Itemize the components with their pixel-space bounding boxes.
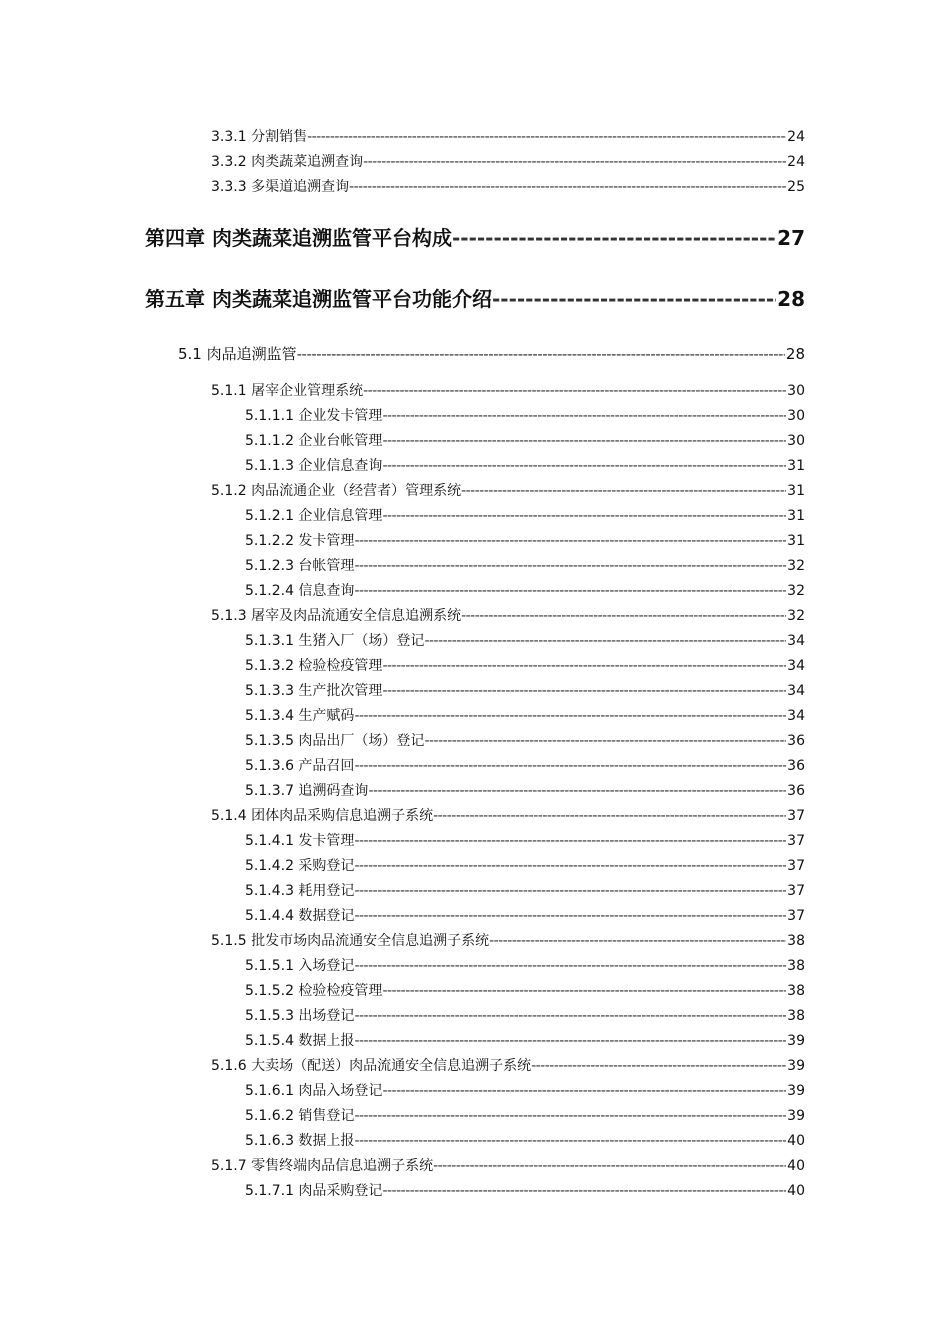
toc-section-entry[interactable] bbox=[178, 344, 805, 364]
toc-entry-title: 5.1 肉品追溯监管 bbox=[178, 345, 297, 363]
toc-entry[interactable] bbox=[245, 982, 805, 1001]
toc-entry-page: 24 bbox=[787, 154, 805, 170]
dot-leader bbox=[461, 607, 786, 626]
toc-entry[interactable] bbox=[245, 1107, 805, 1126]
toc-entry-title: 5.1.5.3 出场登记 bbox=[245, 1008, 355, 1024]
toc-entry-page: 31 bbox=[787, 483, 805, 499]
dot-leader bbox=[354, 557, 786, 576]
toc-entry-page: 37 bbox=[787, 858, 805, 874]
toc-entry-page: 28 bbox=[777, 287, 805, 311]
toc-entry[interactable] bbox=[245, 857, 805, 876]
dot-leader bbox=[382, 432, 786, 451]
dot-leader bbox=[489, 932, 786, 951]
dot-leader bbox=[349, 178, 786, 197]
dot-leader bbox=[354, 1007, 786, 1026]
toc-entry-page: 36 bbox=[787, 783, 805, 799]
dot-leader bbox=[382, 507, 786, 526]
dot-leader bbox=[433, 1157, 786, 1176]
toc-entry-page: 37 bbox=[787, 833, 805, 849]
toc-entry[interactable] bbox=[245, 507, 805, 526]
toc-entry-page: 24 bbox=[787, 129, 805, 145]
toc-entry-page: 37 bbox=[787, 908, 805, 924]
dot-leader bbox=[531, 1057, 786, 1076]
toc-entry[interactable] bbox=[211, 153, 805, 172]
dot-leader bbox=[297, 344, 785, 364]
toc-entry-title: 5.1.1.3 企业信息查询 bbox=[245, 458, 383, 474]
toc-entry-title: 5.1.5.1 入场登记 bbox=[245, 958, 355, 974]
toc-entry[interactable] bbox=[211, 932, 805, 951]
toc-entry[interactable] bbox=[211, 807, 805, 826]
toc-entry-page: 38 bbox=[787, 1008, 805, 1024]
dot-leader bbox=[354, 957, 786, 976]
dot-leader bbox=[492, 286, 776, 312]
toc-entry[interactable] bbox=[245, 832, 805, 851]
dot-leader bbox=[307, 128, 786, 147]
dot-leader bbox=[363, 153, 786, 172]
toc-entry[interactable] bbox=[245, 582, 805, 601]
toc-entry[interactable] bbox=[245, 1182, 805, 1201]
toc-entry[interactable] bbox=[211, 382, 805, 401]
toc-entry[interactable] bbox=[245, 432, 805, 451]
toc-entry-title: 5.1.5.2 检验检疫管理 bbox=[245, 983, 383, 999]
toc-entry-title: 5.1.7 零售终端肉品信息追溯子系统 bbox=[211, 1158, 434, 1174]
toc-entry-title: 5.1.2.4 信息查询 bbox=[245, 583, 355, 599]
dot-leader bbox=[424, 632, 786, 651]
toc-entry-page: 31 bbox=[787, 458, 805, 474]
dot-leader bbox=[382, 657, 786, 676]
toc-entry[interactable] bbox=[245, 407, 805, 426]
dot-leader bbox=[452, 225, 776, 251]
toc-entry[interactable] bbox=[245, 882, 805, 901]
toc-entry[interactable] bbox=[245, 1032, 805, 1051]
dot-leader bbox=[382, 407, 786, 426]
toc-entry[interactable] bbox=[245, 907, 805, 926]
toc-entry-page: 38 bbox=[787, 933, 805, 949]
toc-entry-page: 39 bbox=[787, 1033, 805, 1049]
dot-leader bbox=[354, 832, 786, 851]
toc-entry-title: 5.1.6.3 数据上报 bbox=[245, 1133, 355, 1149]
toc-entry[interactable] bbox=[211, 607, 805, 626]
toc-entry-title: 5.1.2.3 台帐管理 bbox=[245, 558, 355, 574]
dot-leader bbox=[368, 782, 786, 801]
toc-entry[interactable] bbox=[245, 632, 805, 651]
toc-entry-title: 5.1.6.2 销售登记 bbox=[245, 1108, 355, 1124]
toc-chapter-entry[interactable] bbox=[145, 286, 805, 312]
toc-entry-page: 32 bbox=[787, 583, 805, 599]
toc-entry[interactable] bbox=[245, 657, 805, 676]
toc-entry-title: 5.1.4.1 发卡管理 bbox=[245, 833, 355, 849]
toc-entry-page: 30 bbox=[787, 383, 805, 399]
toc-entry-page: 34 bbox=[787, 708, 805, 724]
dot-leader bbox=[382, 682, 786, 701]
toc-entry[interactable] bbox=[245, 1132, 805, 1151]
dot-leader bbox=[354, 882, 786, 901]
toc-entry-page: 36 bbox=[787, 733, 805, 749]
dot-leader bbox=[354, 857, 786, 876]
dot-leader bbox=[382, 1182, 786, 1201]
toc-entry[interactable] bbox=[245, 682, 805, 701]
toc-entry-title: 5.1.6.1 肉品入场登记 bbox=[245, 1083, 383, 1099]
toc-entry-page: 38 bbox=[787, 958, 805, 974]
toc-entry-page: 25 bbox=[787, 179, 805, 195]
toc-entry-page: 28 bbox=[785, 345, 805, 363]
dot-leader bbox=[382, 1082, 786, 1101]
toc-entry-page: 32 bbox=[787, 608, 805, 624]
toc-entry[interactable] bbox=[245, 732, 805, 751]
toc-entry[interactable] bbox=[245, 532, 805, 551]
toc-entry-title: 5.1.3.4 生产赋码 bbox=[245, 708, 355, 724]
toc-entry-page: 30 bbox=[787, 408, 805, 424]
toc-entry-title: 5.1.3.5 肉品出厂（场）登记 bbox=[245, 733, 425, 749]
toc-entry-title: 5.1.3.7 追溯码查询 bbox=[245, 783, 369, 799]
dot-leader bbox=[354, 532, 786, 551]
dot-leader bbox=[354, 757, 786, 776]
toc-entry-title: 5.1.3 屠宰及肉品流通安全信息追溯系统 bbox=[211, 608, 462, 624]
toc-entry-title: 5.1.5.4 数据上报 bbox=[245, 1033, 355, 1049]
toc-entry[interactable] bbox=[211, 482, 805, 501]
dot-leader bbox=[354, 1032, 786, 1051]
dot-leader bbox=[382, 982, 786, 1001]
dot-leader bbox=[354, 707, 786, 726]
toc-entry[interactable] bbox=[245, 957, 805, 976]
toc-entry-title: 5.1.6 大卖场（配送）肉品流通安全信息追溯子系统 bbox=[211, 1058, 532, 1074]
toc-entry-title: 3.3.2 肉类蔬菜追溯查询 bbox=[211, 154, 364, 170]
toc-entry-page: 30 bbox=[787, 433, 805, 449]
dot-leader bbox=[363, 382, 786, 401]
dot-leader bbox=[354, 1107, 786, 1126]
toc-entry-title: 5.1.3.2 检验检疫管理 bbox=[245, 658, 383, 674]
toc-entry-page: 39 bbox=[787, 1083, 805, 1099]
toc-entry-title: 3.3.3 多渠道追溯查询 bbox=[211, 179, 350, 195]
toc-entry-title: 5.1.2.2 发卡管理 bbox=[245, 533, 355, 549]
toc-entry[interactable] bbox=[245, 707, 805, 726]
toc-entry[interactable] bbox=[245, 457, 805, 476]
toc-entry[interactable] bbox=[245, 1007, 805, 1026]
toc-entry-title: 5.1.1.1 企业发卡管理 bbox=[245, 408, 383, 424]
toc-entry-page: 34 bbox=[787, 683, 805, 699]
toc-entry-page: 34 bbox=[787, 633, 805, 649]
toc-entry[interactable] bbox=[211, 128, 805, 147]
toc-entry-page: 31 bbox=[787, 508, 805, 524]
dot-leader bbox=[433, 807, 786, 826]
toc-entry-page: 27 bbox=[777, 226, 805, 250]
toc-entry-title: 5.1.2 肉品流通企业（经营者）管理系统 bbox=[211, 483, 462, 499]
toc-entry-title: 5.1.1 屠宰企业管理系统 bbox=[211, 383, 364, 399]
toc-entry-title: 5.1.1.2 企业台帐管理 bbox=[245, 433, 383, 449]
toc-entry[interactable] bbox=[245, 757, 805, 776]
toc-entry-page: 40 bbox=[787, 1133, 805, 1149]
toc-entry-title: 5.1.4.3 耗用登记 bbox=[245, 883, 355, 899]
toc-entry[interactable] bbox=[245, 1082, 805, 1101]
toc-entry-page: 39 bbox=[787, 1058, 805, 1074]
toc-entry-page: 36 bbox=[787, 758, 805, 774]
toc-entry-page: 40 bbox=[787, 1183, 805, 1199]
toc-entry-title: 5.1.5 批发市场肉品流通安全信息追溯子系统 bbox=[211, 933, 490, 949]
toc-entry[interactable] bbox=[211, 178, 805, 197]
toc-entry-title: 5.1.7.1 肉品采购登记 bbox=[245, 1183, 383, 1199]
dot-leader bbox=[382, 457, 786, 476]
toc-entry[interactable] bbox=[211, 1157, 805, 1176]
toc-entry[interactable] bbox=[245, 557, 805, 576]
toc-entry-page: 34 bbox=[787, 658, 805, 674]
toc-entry-title: 5.1.4.2 采购登记 bbox=[245, 858, 355, 874]
toc-entry-page: 40 bbox=[787, 1158, 805, 1174]
toc-entry[interactable] bbox=[211, 1057, 805, 1076]
toc-entry-page: 32 bbox=[787, 558, 805, 574]
toc-entry-page: 38 bbox=[787, 983, 805, 999]
dot-leader bbox=[354, 582, 786, 601]
toc-entry-title: 5.1.4.4 数据登记 bbox=[245, 908, 355, 924]
toc-entry-page: 39 bbox=[787, 1108, 805, 1124]
toc-entry-page: 31 bbox=[787, 533, 805, 549]
dot-leader bbox=[461, 482, 786, 501]
toc-entry-title: 5.1.2.1 企业信息管理 bbox=[245, 508, 383, 524]
toc-entry-title: 第五章 肉类蔬菜追溯监管平台功能介绍 bbox=[145, 287, 492, 311]
toc-entry-title: 5.1.3.6 产品召回 bbox=[245, 758, 355, 774]
toc-entry[interactable] bbox=[245, 782, 805, 801]
toc-entry-title: 5.1.4 团体肉品采购信息追溯子系统 bbox=[211, 808, 434, 824]
toc-entry-page: 37 bbox=[787, 808, 805, 824]
toc-entry-title: 5.1.3.3 生产批次管理 bbox=[245, 683, 383, 699]
toc-entry-title: 第四章 肉类蔬菜追溯监管平台构成 bbox=[145, 226, 452, 250]
toc-entry-title: 3.3.1 分割销售 bbox=[211, 129, 308, 145]
toc-entry-page: 37 bbox=[787, 883, 805, 899]
dot-leader bbox=[354, 1132, 786, 1151]
dot-leader bbox=[424, 732, 786, 751]
toc-entry-title: 5.1.3.1 生猪入厂（场）登记 bbox=[245, 633, 425, 649]
toc-chapter-entry[interactable] bbox=[145, 225, 805, 251]
dot-leader bbox=[354, 907, 786, 926]
